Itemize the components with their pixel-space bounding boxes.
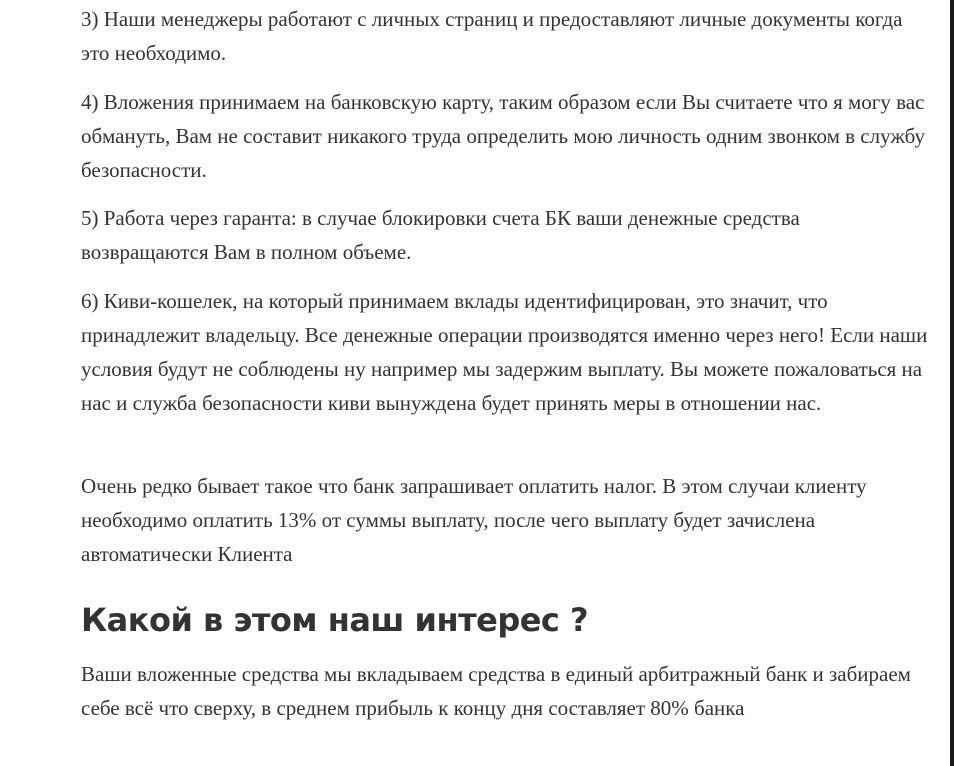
section-heading: Какой в этом наш интерес ?	[81, 601, 589, 639]
paragraph-qiwi-wallet: 6) Киви-кошелек, на который принимаем вклады идентифицирован, это значит, что принадлежит владельцу. Все денежные операции производятся именно через него! Если наши условия будут не соблюдены ну например мы задержим выплату. Вы можете пожаловаться на нас и служба безопасности киви вынуждена будет принять меры в отношении нас.	[81, 289, 928, 415]
paragraph-interest: Ваши вложенные средства мы вкладываем средства в единый арбитражный банк и забираем себе всё что сверху, в среднем прибыль к концу дня составляет 80% банка	[81, 662, 911, 720]
paragraph-managers: 3) Наши менеджеры работают с личных страниц и предоставляют личные документы когда это необходимо.	[81, 7, 903, 65]
paragraph-guarantor: 5) Работа через гаранта: в случае блокировки счета БК ваши денежные средства возвращаются Вам в полном объеме.	[81, 206, 800, 264]
paragraph-bank-card: 4) Вложения принимаем на банковскую карту, таким образом если Вы считаете что я могу вас обмануть, Вам не составит никакого труда определить мою личность одним звонком в службу безопасности.	[81, 90, 925, 182]
window-edge	[950, 0, 954, 766]
paragraph-tax: Очень редко бывает такое что банк запрашивает оплатить налог. В этом случаи клиенту необходимо оплатить 13% от суммы выплату, после чего выплату будет зачислена автоматически Клиента	[81, 474, 867, 566]
